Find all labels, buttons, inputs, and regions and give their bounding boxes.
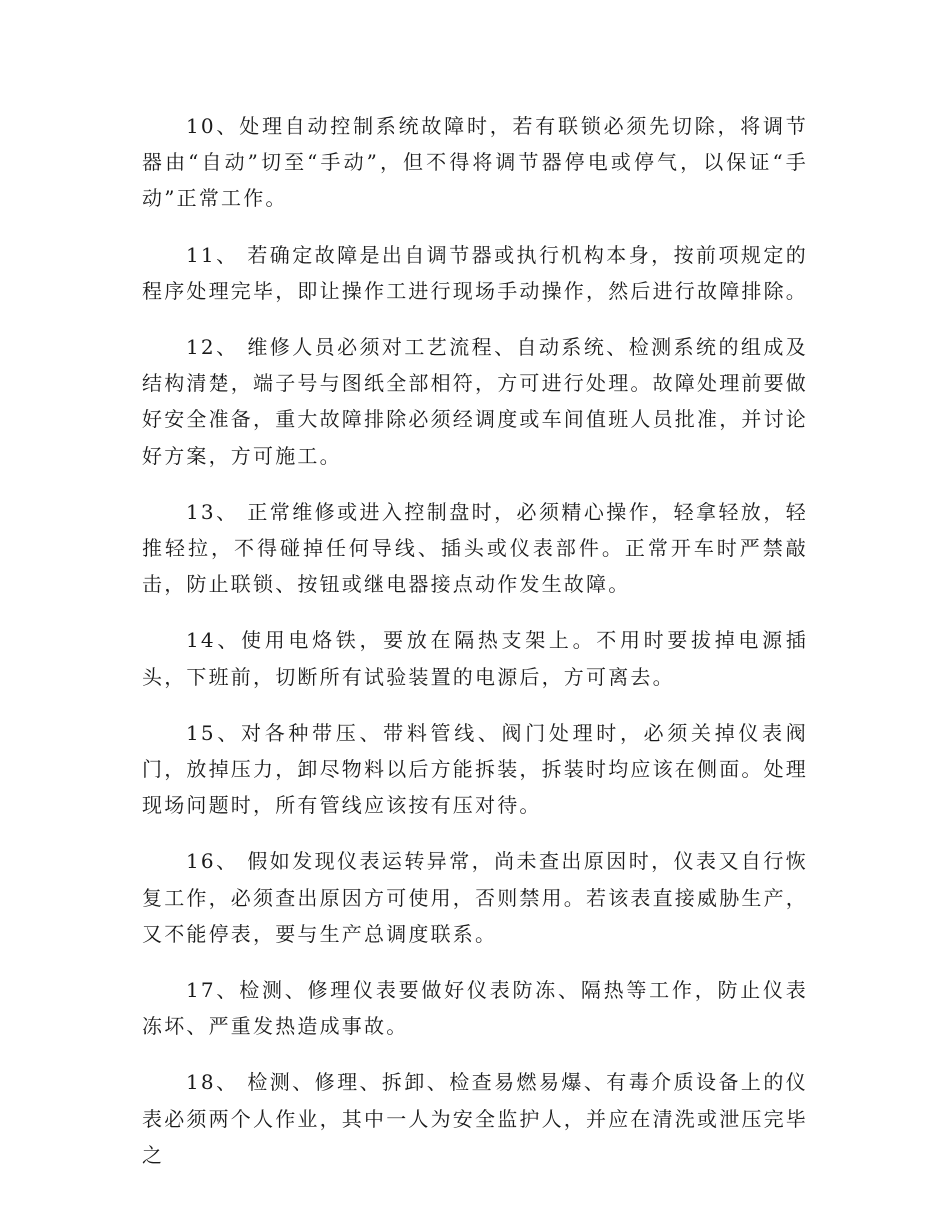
paragraph-item-14: 14、使用电烙铁，要放在隔热支架上。不用时要拔掉电源插头，下班前，切断所有试验装置的电源后，方可离去。 [142,628,808,689]
paragraph-item-18: 18、 检测、修理、拆卸、检查易燃易爆、有毒介质设备上的仪表必须两个人作业，其中一人为安全监护人，并应在清洗或泄压完毕之 [142,1070,808,1167]
paragraph-item-13: 13、 正常维修或进入控制盘时，必须精心操作，轻拿轻放，轻推轻拉，不得碰掉任何导线、插头或仪表部件。正常开车时严禁敲击，防止联锁、按钮或继电器接点动作发生故障。 [142,499,808,597]
paragraph-item-17: 17、检测、修理仪表要做好仪表防冻、隔热等工作，防止仪表冻坏、严重发热造成事故。 [142,978,808,1039]
paragraph-item-11: 11、 若确定故障是出自调节器或执行机构本身，按前项规定的程序处理完毕，即让操作工进行现场手动操作，然后进行故障排除。 [142,242,808,303]
paragraph-item-16: 16、 假如发现仪表运转异常，尚未查出原因时，仪表又自行恢复工作，必须查出原因方可使用，否则禁用。若该表直接威胁生产，又不能停表，要与生产总调度联系。 [142,849,808,946]
paragraph-item-15: 15、对各种带压、带料管线、阀门处理时，必须关掉仪表阀门，放掉压力，卸尽物料以后方能拆装，拆装时均应该在侧面。处理现场问题时，所有管线应该按有压对待。 [142,720,808,818]
paragraph-item-10: 10、处理自动控制系统故障时，若有联锁必须先切除，将调节器由“自动”切至“手动”，但不得将调节器停电或停气，以保证“手动”正常工作。 [142,114,808,211]
document-body [142,108,808,1193]
paragraph-item-12: 12、 维修人员必须对工艺流程、自动系统、检测系统的组成及结构清楚，端子号与图纸全部相符，方可进行处理。故障处理前要做好安全准备，重大故障排除必须经调度或车间值班人员批准，并讨论好方案，方可施工。 [142,335,808,468]
